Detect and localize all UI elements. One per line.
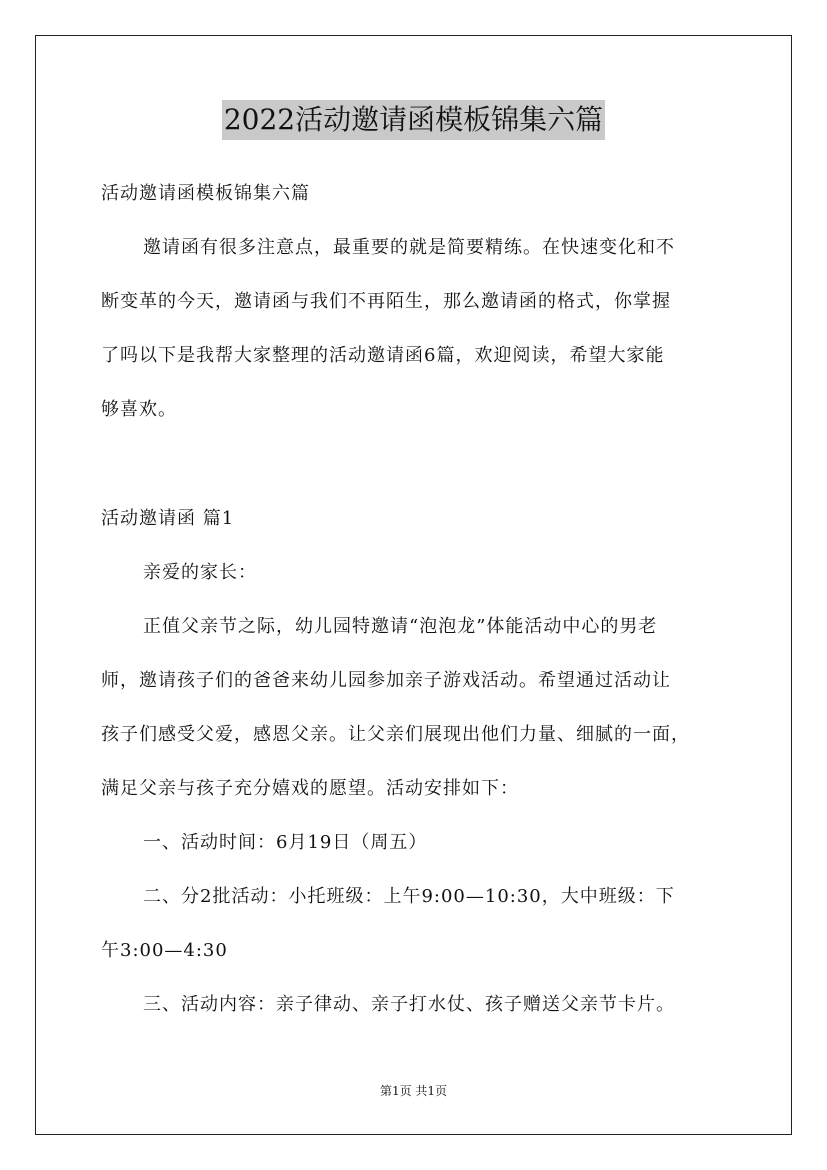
schedule-item: 一、活动时间：6月19日（周五）: [143, 832, 428, 853]
document-subtitle: 活动邀请函模板锦集六篇: [101, 183, 310, 204]
schedule-item: 二、分2批活动：小托班级：上午9:00—10:30，大中班级：下: [143, 886, 675, 907]
body-paragraph-line: 师，邀请孩子们的爸爸来幼儿园参加亲子游戏活动。希望通过活动让: [101, 670, 671, 691]
body-paragraph-line: 正值父亲节之际，幼儿园特邀请“泡泡龙”体能活动中心的男老: [143, 616, 658, 637]
intro-paragraph-line: 够喜欢。: [101, 399, 177, 420]
section-heading: 活动邀请函 篇1: [101, 508, 235, 529]
schedule-item-continuation: 午3:00—4:30: [101, 940, 228, 961]
intro-paragraph-line: 邀请函有很多注意点，最重要的就是简要精练。在快速变化和不: [143, 237, 675, 258]
body-paragraph-line: 孩子们感受父爱，感恩父亲。让父亲们展现出他们力量、细腻的一面，: [101, 724, 690, 745]
greeting: 亲爱的家长：: [143, 562, 257, 583]
intro-paragraph-line: 了吗以下是我帮大家整理的活动邀请函6篇，欢迎阅读，希望大家能: [101, 345, 665, 366]
document-title: 2022活动邀请函模板锦集六篇: [222, 100, 605, 140]
title-container: [0, 100, 827, 140]
schedule-item: 三、活动内容：亲子律动、亲子打水仗、孩子赠送父亲节卡片。: [143, 994, 675, 1015]
intro-paragraph-line: 断变革的今天，邀请函与我们不再陌生，那么邀请函的格式，你掌握: [101, 291, 671, 312]
body-paragraph-line: 满足父亲与孩子充分嬉戏的愿望。活动安排如下：: [101, 778, 519, 799]
page-footer: 第1页 共1页: [379, 1084, 448, 1098]
